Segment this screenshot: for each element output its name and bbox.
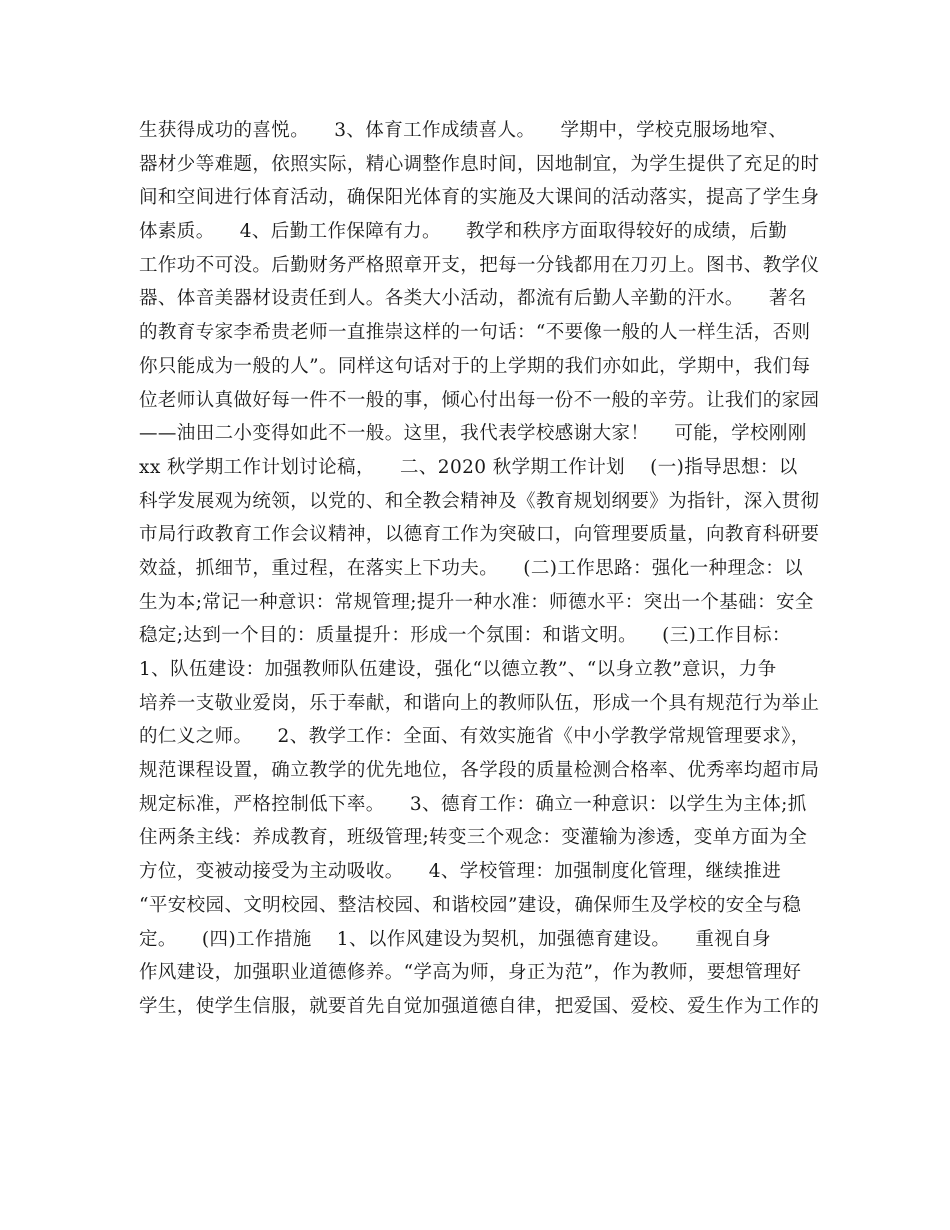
text-line: 的仁义之师。 2、教学工作：全面、有效实施省《中小学教学常规管理要求》，	[139, 726, 810, 748]
text-line: 规定标准，严格控制低下率。 3、德育工作：确立一种意识：以学生为主体;抓	[139, 793, 807, 815]
text-line: “平安校园、文明校园、整洁校园、和谐校园”建设，确保师生及学校的安全与稳	[139, 894, 802, 916]
text-line: 定。 (四)工作措施 1、以作风建设为契机，加强德育建设。 重视自身	[139, 928, 771, 950]
text-line: 住两条主线：养成教育，班级管理;转变三个观念：变灌输为渗透，变单方面为全	[139, 827, 808, 849]
text-line: 学生，使学生信服，就要首先自觉加强道德自律，把爱国、爱校、爱生作为工作的	[139, 995, 819, 1017]
text-line: 稳定;达到一个目的：质量提升：形成一个氛围：和谐文明。 (三)工作目标：	[139, 625, 791, 647]
text-line: 方位，变被动接受为主动吸收。 4、学校管理：加强制度化管理，继续推进	[139, 861, 782, 883]
text-line: 器、体音美器材设责任到人。各类大小活动，都流有后勤人辛勤的汗水。 著名	[139, 288, 807, 310]
text-line: 1、队伍建设：加强教师队伍建设，强化“以德立教”、“以身立教”意识，力争	[139, 659, 777, 680]
text-line: 的教育专家李希贵老师一直推崇这样的一句话：“不要像一般的人一样生活，否则	[139, 322, 811, 344]
document-body	[139, 114, 819, 1024]
text-line: 间和空间进行体育活动，确保阳光体育的实施及大课间的活动落实，提高了学生身	[139, 187, 819, 209]
text-line: 器材少等难题，依照实际，精心调整作息时间，因地制宜，为学生提供了充足的时	[139, 153, 819, 175]
text-line: 工作功不可没。后勤财务严格照章开支，把每一分钱都用在刀刃上。图书、教学仪	[139, 254, 819, 276]
text-line: 生为本;常记一种意识：常规管理;提升一种水准：师德水平：突出一个基础：安全	[139, 591, 814, 613]
text-line: 科学发展观为统领，以党的、和全教会精神及《教育规划纲要》为指针，深入贯彻	[139, 490, 819, 512]
text-line: 你只能成为一般的人”。同样这句话对于的上学期的我们亦如此，学期中，我们每	[139, 355, 811, 377]
text-line: 体素质。 4、后勤工作保障有力。 教学和秩序方面取得较好的成绩，后勤	[139, 221, 788, 243]
text-line: 市局行政教育工作会议精神，以德育工作为突破口，向管理要质量，向教育科研要	[139, 524, 819, 546]
text-line: 效益，抓细节，重过程，在落实上下功夫。 (二)工作思路：强化一种理念：以	[139, 557, 804, 579]
text-line: xx 秋学期工作计划讨论稿， 二、2020 秋学期工作计划 (一)指导思想：以	[139, 456, 798, 478]
text-line: ——油田二小变得如此不一般。这里，我代表学校感谢大家！ 可能，学校刚刚	[139, 423, 807, 445]
text-line: 培养一支敬业爱岗，乐于奉献，和谐向上的教师队伍，形成一个具有规范行为举止	[139, 692, 819, 714]
text-line: 位老师认真做好每一件不一般的事，倾心付出每一份不一般的辛劳。让我们的家园	[139, 389, 819, 411]
text-line: 生获得成功的喜悦。 3、体育工作成绩喜人。 学期中，学校克服场地窄、	[139, 120, 788, 141]
text-line: 规范课程设置，确立教学的优先地位，各学段的质量检测合格率、优秀率均超市局	[139, 760, 819, 782]
text-line: 作风建设，加强职业道德修养。“学高为师，身正为范”，作为教师，要想管理好	[139, 962, 802, 984]
